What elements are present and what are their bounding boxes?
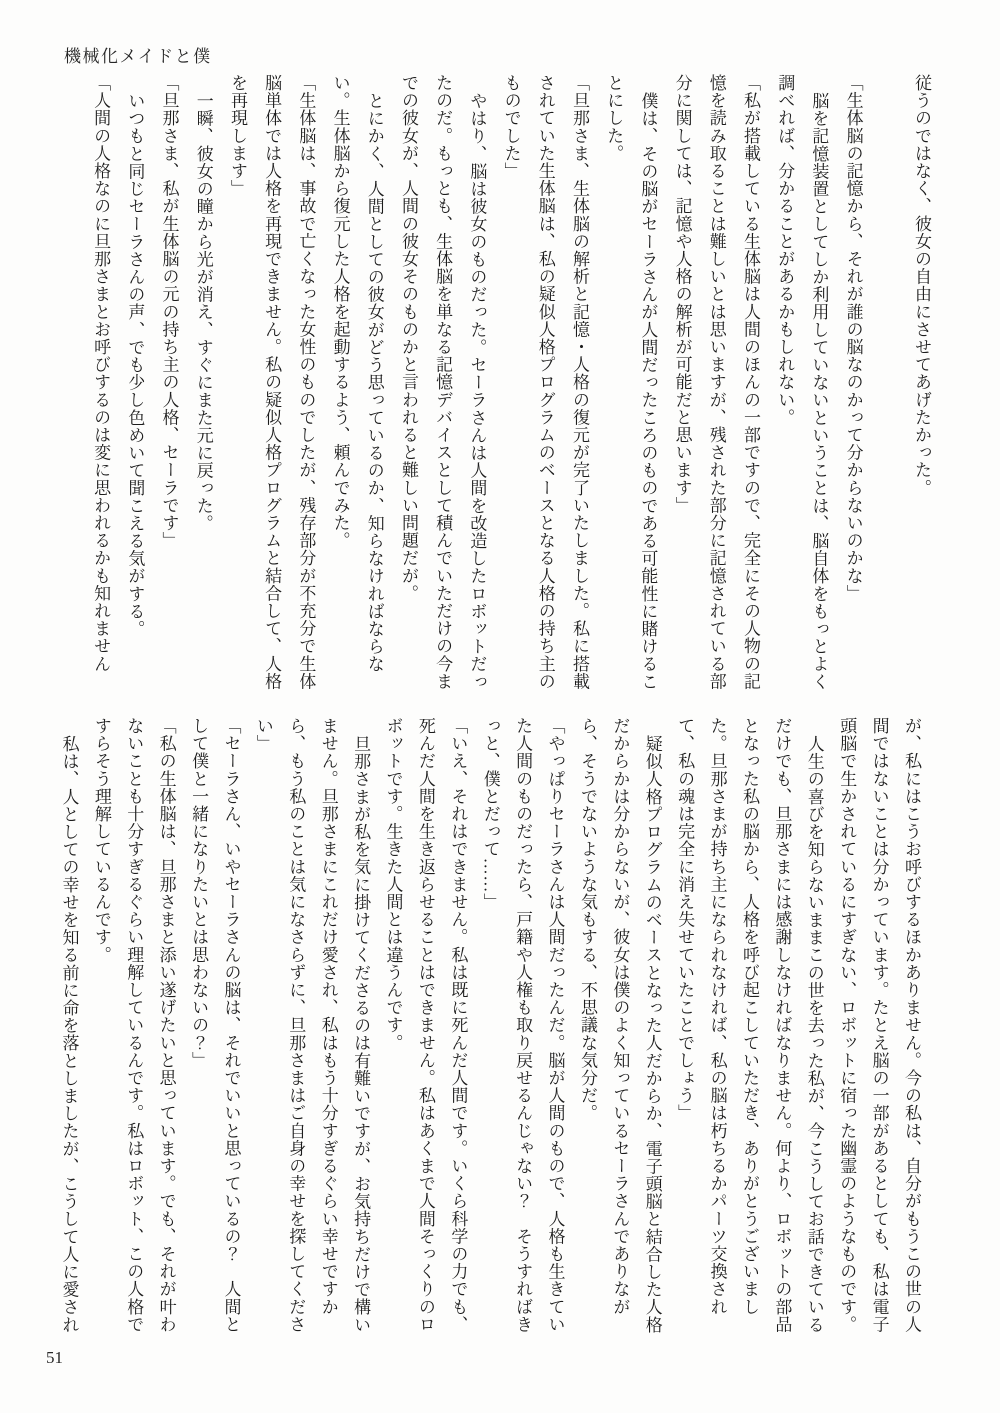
paragraph: 「セーラさん、いやセーラさんの脳は、それでいいと思っているの？ 人間として僕と一緒になりたいとは思わないの？」	[189, 717, 241, 1333]
paragraph: 旦那さまが私を気に掛けてくださるのは有難いですが、お気持ちだけで構いません。旦那さまにこれだけ愛され、私はもう十分すぎるぐらい幸せですから、もう私のことは気になさらずに、旦那さまはご自身の幸せを探してください」	[253, 717, 371, 1333]
text-block-bottom	[59, 717, 927, 1334]
paragraph: 疑似人格プログラムのベースとなった人だからか、電子頭脳と結合した人格だからかは分からないが、彼女は僕のよく知っているセーラさんでありながら、そうでないような気もする、不思議な気分だ。	[577, 717, 662, 1333]
paragraph: 「いえ、それはできません。私は既に死んだ人間です。いくら科学の力でも、死んだ人間を生き返らせることはできません。私はあくまで人間そっくりのロボットです。生きた人間とは違うんです。	[383, 717, 468, 1333]
paragraph: 「旦那さま、生体脳の解析と記憶・人格の復元が完了いたしました。私に搭載されていた生体脳は、私の疑似人格プログラムのベースとなる人格の持ち主のものでした」	[501, 74, 589, 690]
paragraph: が、私にはこうお呼びするほかありません。今の私は、自分がもうこの世の人間ではないことは分かっています。たとえ脳の一部があるとしても、私は電子頭脳で生かされているにすぎない、ロボットに宿った幽霊のようなものです。	[837, 717, 921, 1333]
paragraph: 従うのではなく、彼女の自由にさせてあげたかった。	[912, 74, 931, 497]
paragraph: いつもと同じセーラさんの声、でも少し色めいて聞こえる気がする。	[125, 91, 145, 638]
paragraph: 「人間の人格なのに旦那さまとお呼びするのは変に思われるかも知れません	[91, 74, 111, 673]
paragraph: とにかく、人間としての彼女がどう思っているのか、知らなければならない。生体脳から復元した人格を起動するよう、頼んでみた。	[330, 74, 384, 673]
blank-line	[870, 74, 904, 691]
page-number: 51	[46, 1348, 63, 1367]
paragraph: 脳を記憶装置としてしか利用していないということは、脳自体をもっとよく調べれば、分かることがあるかもしれない。	[775, 74, 829, 690]
paragraph: 「生体脳は、事故で亡くなった女性のものでしたが、残存部分が不充分で生体脳単体では人格を再現できません。私の疑似人格プログラムと結合して、人格を再現します」	[227, 74, 316, 690]
paragraph: 僕は、その脳がセーラさんが人間だったころのものである可能性に賭けることにした。	[604, 74, 658, 690]
paragraph: 私は、人としての幸せを知る前に命を落としましたが、こうして人に愛され	[59, 734, 79, 1333]
running-head-title: 機械化メイドと僕	[64, 47, 212, 66]
paragraph: 「生体脳の記憶から、それが誰の脳なのかって分からないのかな」	[843, 74, 863, 602]
paragraph: 「私の生体脳は、旦那さまと添い遂げたいと思っています。でも、それが叶わないことも十分すぎるぐらい理解しているんです。私はロボット、この人格ですらそう理解しているんです。	[91, 717, 176, 1333]
paragraph: 人生の喜びを知らないままこの世を去った私が、今こうしてお話できているだけでも、旦那さまには感謝しなければなりません。何より、ロボットの部品となった私の脳から、人格を呼び起こしていただき、ありがとうございました。旦那さまが持ち主になられなければ、私の脳は朽ちるかパーツ交換されて、私の魂は完全に消え失せていたことでしょう」	[675, 717, 824, 1333]
text-block-top	[80, 74, 938, 691]
paragraph: やはり、脳は彼女のものだった。セーラさんは人間を改造したロボットだったのだ。もっとも、生体脳を単なる記憶デバイスとして積んでいただけの今までの彼女が、人間の彼女そのものかと言われると難しい問題だが。	[398, 74, 487, 690]
paragraph: 「旦那さま、私が生体脳の元の持ち主の人格、セーラです」	[159, 74, 179, 550]
paragraph: 「私が搭載している生体脳は人間のほんの一部ですので、完全にその人物の記憶を読み取ることは難しいとは思いますが、残された部分に記憶されている部分に関しては、記憶や人格の解析が可能だと思います」	[672, 74, 760, 690]
paragraph: 「やっぱりセーラさんは人間だったんだ。脳が人間のもので、人格も生きていた人間のものだったら、戸籍や人権も取り戻せるんじゃない？ そうすればきっと、僕とだって……」	[480, 717, 565, 1333]
paragraph: 一瞬、彼女の瞳から光が消え、すぐにまた元に戻った。	[193, 91, 213, 532]
